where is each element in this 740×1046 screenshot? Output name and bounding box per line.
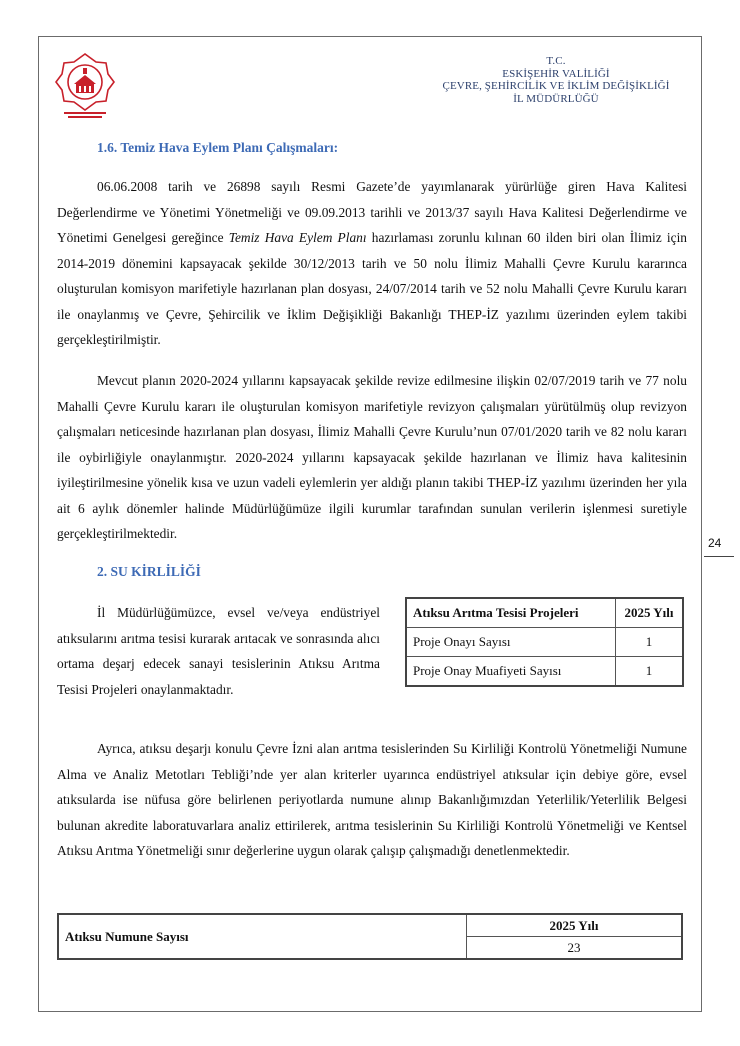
table-header-cell: 2025 Yılı (616, 598, 684, 628)
table-label-cell: Atıksu Numune Sayısı (58, 914, 467, 959)
table-row (406, 657, 683, 687)
table-header-cell: Atıksu Arıtma Tesisi Projeleri (406, 598, 616, 628)
section-heading-water-pollution: 2. SU KİRLİLİĞİ (97, 564, 201, 579)
wastewater-sample-table (57, 913, 683, 960)
table-cell: 23 (467, 937, 683, 960)
paragraph-wastewater-projects: İl Müdürlüğümüzce, evsel ve/veya endüstriyel atıksularını arıtma tesisi kurarak arıtacak ve sonrasında alıcı ortama deşarj edecek sanayi tesislerinin Atıksu Arıtma Tesisi Projeleri onaylanmaktadır. (57, 605, 380, 697)
header-line-governorship: ESKİŞEHİR VALİLİĞİ (502, 67, 610, 80)
wastewater-projects-table (405, 597, 684, 687)
header-line-tc: T.C. (546, 55, 566, 67)
paragraph-plan-revision: Mevcut planın 2020-2024 yıllarını kapsayacak şekilde revize edilmesine ilişkin 02/07/2019 tarih ve 77 nolu Mahalli Çevre Kurulu kararı ile oluşturulan komisyon marifetiyle revizyon çalışmaları yürütülmüş olup revizyon çalışmaları neticesinde hazırlanan plan dosyası, İlimiz Mahalli Çevre Kurulu’nun 07/01/2020 tarih ve 82 nolu kararı ile oybirliğiyle onaylanmıştır. 2020-2024 yıllarını kapsayacak şekilde hazırlanan ve İlimiz hava kalitesinin iyileştirilmesine yönelik kısa ve uzun vadeli eylemlerin yer aldığı planın takibi THEP-İZ yazılımı üzerinden her yıla ait 6 aylık dönemler halinde Müdürlüğümüze ilgili kurumlar tarafından sunulan verilerin işlenmesi suretiyle gerçekleştirilmektedir. (57, 373, 687, 541)
paragraph-clean-air-plan (57, 174, 687, 353)
table-row (58, 914, 682, 937)
page-number-rule (704, 556, 734, 557)
paragraph-sampling-inspection: Ayrıca, atıksu deşarjı konulu Çevre İzni alan arıtma tesislerinden Su Kirliliği Kontrolü Yönetmeliği Numune Alma ve Analiz Metotları Tebliği’nde yer alan kriterler uyarınca endüstriyel atıksular için debiye göre, evsel atıksularda ise nüfusa göre belirlenen periyotlarda numune alınıp Bakanlığımızdan Yeterlilik/Yeterlilik Belgesi bulunan akredite laboratuvarlara analiz ettirilerek, arıtma tesislerinin Su Kirliliği Kontrolü Yönetmeliği ve Kentsel Atıksu Arıtma Yönetmeliği sınır değerlerine uygun olarak çalışıp çalışmadığı denetlenmektedir. (57, 741, 687, 858)
table-cell: 1 (616, 628, 684, 657)
table-cell: Proje Onayı Sayısı (406, 628, 616, 657)
table-row (406, 628, 683, 657)
table-cell: Proje Onay Muafiyeti Sayısı (406, 657, 616, 687)
table-cell: 1 (616, 657, 684, 687)
header-line-ministry: ÇEVRE, ŞEHİRCİLİK VE İKLİM DEĞİŞİKLİĞİ (442, 80, 670, 92)
section-heading-clean-air: 1.6. Temiz Hava Eylem Planı Çalışmaları: (97, 140, 339, 155)
paragraph-text: 06.06.2008 tarih ve 26898 sayılı Resmi Gazete’de yayımlanarak yürürlüğe giren Hava Kalitesi Değerlendirme ve Yönetimi Yönetmeliği ve 09.09.2013 tarihli ve 2013/37 sayılı Hava Kalitesi Değerlendirme ve Yönetimi Genelgesi gereğince (57, 179, 687, 245)
page-number: 24 (708, 536, 722, 550)
paragraph-text: hazırlaması zorunlu kılınan 60 ilden biri olan İlimiz için 2014-2019 dönemini kapsayacak şekilde 30/12/2013 tarih ve 50 nolu İlimiz Mahalli Çevre Kurulu kararınca oluşturulan komisyon marifetiyle hazırlanan plan dosyası, 24/07/2014 tarih ve 52 nolu Mahalli Çevre Kurulu kararı ile onaylanmış ve Çevre, Şehircilik ve İklim Değişikliği Bakanlığı THEP-İZ yazılımı üzerinden eylem takibi gerçekleştirilmiştir. (57, 230, 687, 347)
institution-header (400, 55, 712, 105)
table-header-row (406, 598, 683, 628)
ministry-emblem-icon (50, 48, 120, 122)
header-line-directorate: İL MÜDÜRLÜĞÜ (513, 92, 599, 105)
table-header-cell: 2025 Yılı (467, 914, 683, 937)
paragraph-italic-term: Temiz Hava Eylem Planı (228, 230, 367, 245)
